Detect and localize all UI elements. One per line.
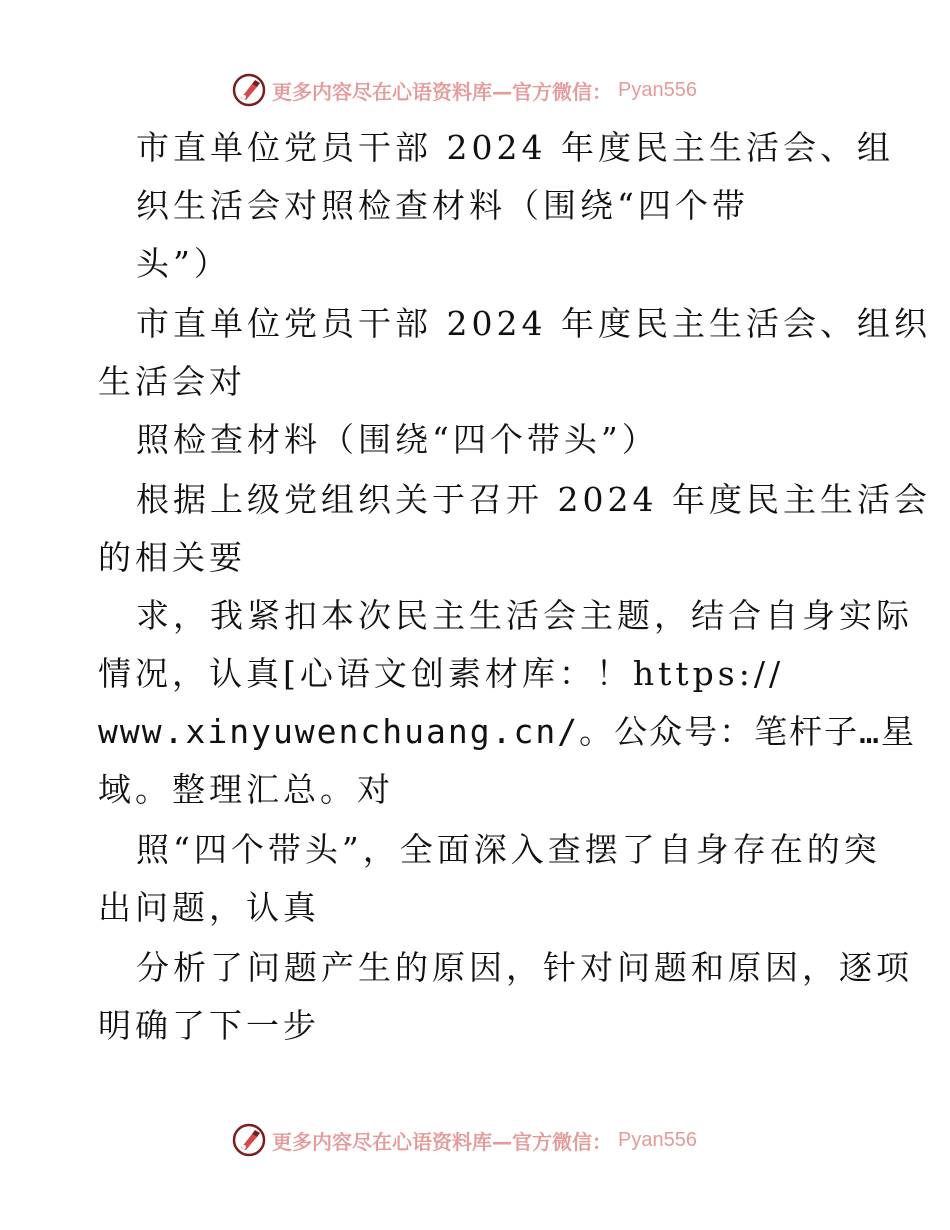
paragraph-4-line-1: 分析了问题产生的原因，针对问题和原因，逐项 [136, 948, 913, 987]
paragraph-2-line-3: www.xinyuwenchuang.cn/。公众号：笔杆子…星 [98, 712, 916, 751]
paragraph-3-line-2: 出问题，认真 [98, 888, 320, 927]
pen-nib-logo-icon [232, 1123, 266, 1157]
paragraph-1-line-2: 的相关要 [98, 538, 246, 577]
paragraph-2-line-2: 情况，认真[心语文创素材库：！https:// [98, 654, 785, 693]
subtitle-line-2: 生活会对 [98, 362, 246, 401]
title-line-3: 头”） [136, 244, 231, 283]
paragraph-1-line-1: 根据上级党组织关于召开 2024 年度民主生活会 [136, 480, 931, 519]
subtitle-line-1: 市直单位党员干部 2024 年度民主生活会、组织 [136, 304, 931, 343]
paragraph-2-line-1: 求，我紧扣本次民主生活会主题，结合自身实际 [136, 596, 913, 635]
title-line-2: 织生活会对照检查材料（围绕“四个带 [136, 186, 749, 225]
wechat-id: Pyan556 [618, 78, 697, 101]
paragraph-4-line-2: 明确了下一步 [98, 1006, 320, 1045]
title-line-1: 市直单位党员干部 2024 年度民主生活会、组 [136, 128, 894, 167]
paragraph-2-line-4: 域。整理汇总。对 [98, 770, 394, 809]
paragraph-3-line-1: 照“四个带头”，全面深入查摆了自身存在的突 [136, 830, 881, 869]
wechat-id: Pyan556 [618, 1128, 697, 1151]
watermark-text: 更多内容尽在心语资料库—官方微信： [272, 1129, 612, 1154]
watermark-text: 更多内容尽在心语资料库—官方微信： [272, 79, 612, 104]
footer-watermark [232, 1122, 697, 1158]
subtitle-line-3: 照检查材料（围绕“四个带头”） [136, 420, 659, 459]
